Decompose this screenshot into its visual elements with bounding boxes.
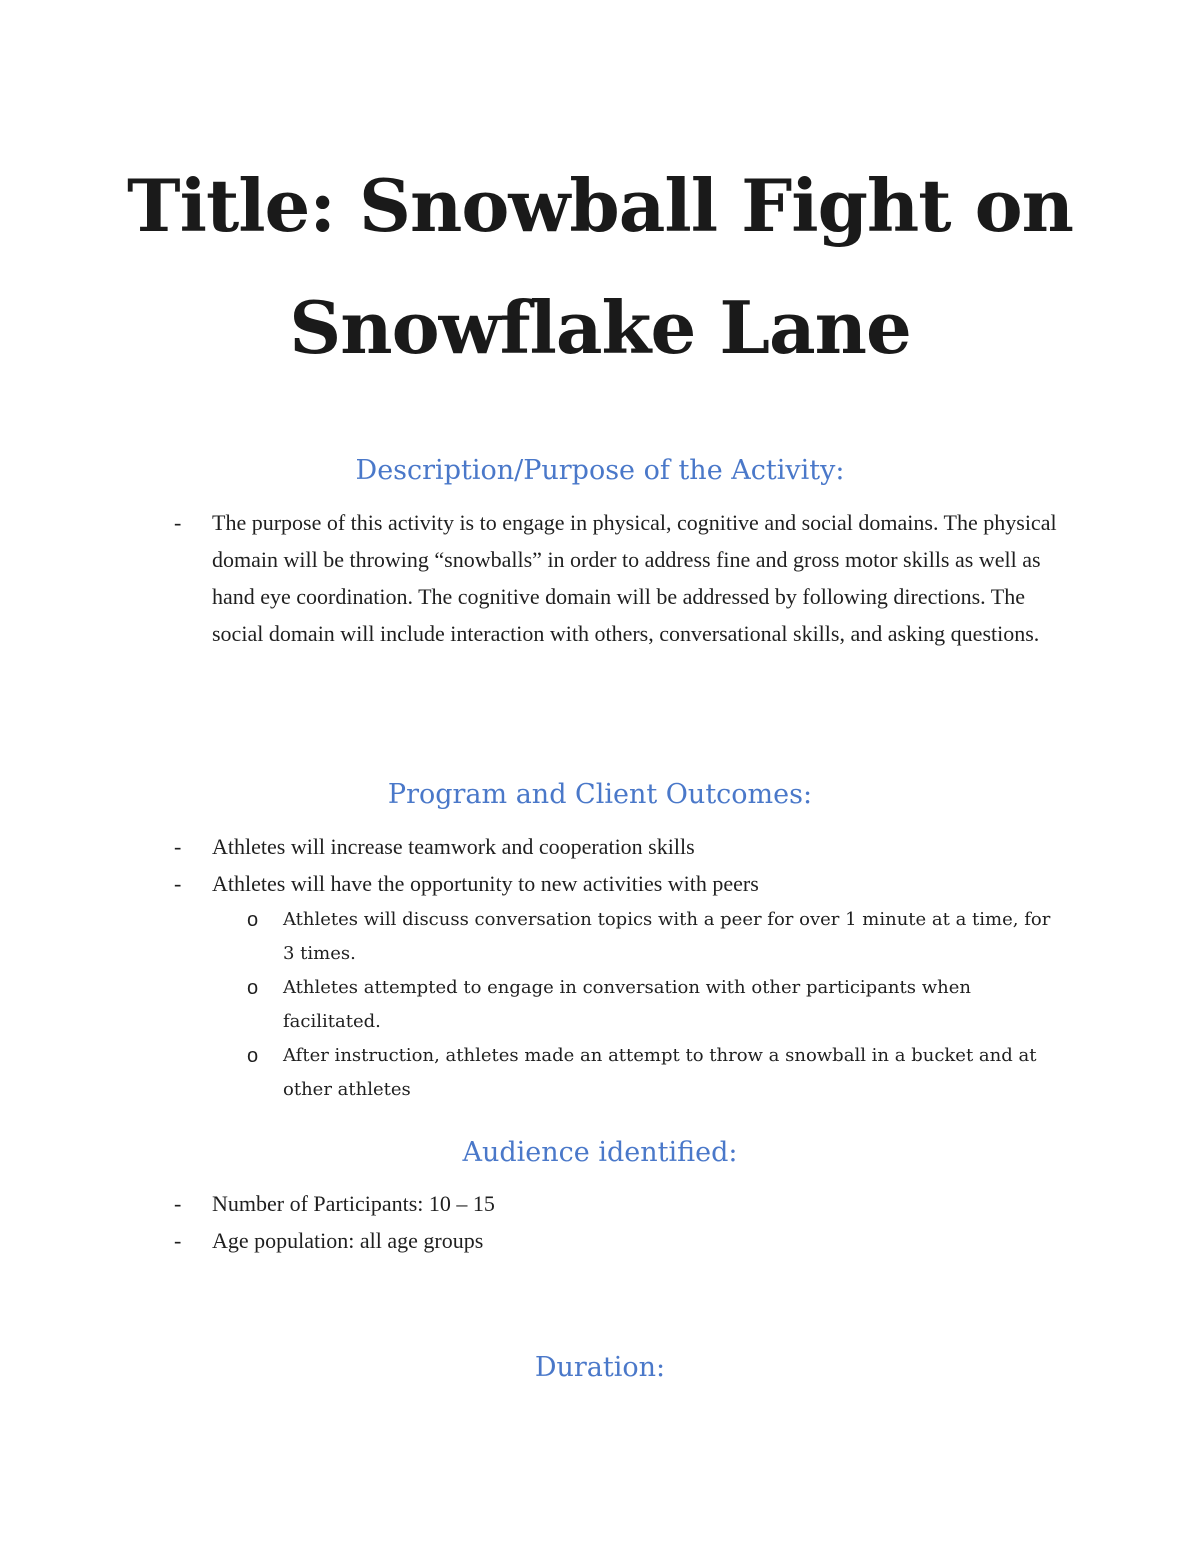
sub-outcome-text: After instruction, athletes made an attempt to throw a snowball in a bucket and at other athletes — [283, 1045, 1037, 1100]
sub-list-item — [0, 971, 1200, 1039]
outcomes-heading: Program and Client Outcomes: — [387, 779, 813, 810]
sub-list-item — [0, 903, 1200, 971]
sub-list-item — [0, 1039, 1200, 1107]
list-item — [0, 865, 1200, 902]
dash-bullet: - — [174, 1228, 182, 1253]
document-title: Title: Snowball Fight on Snowflake Lane — [127, 163, 1073, 370]
circle-bullet: o — [247, 1045, 259, 1067]
audience-heading: Audience identified: — [462, 1137, 738, 1168]
sub-outcome-text: Athletes attempted to engage in conversation with other participants when facilitated. — [283, 977, 971, 1032]
list-item — [0, 1222, 1200, 1259]
sub-outcome-text: Athletes will discuss conversation topics with a peer for over 1 minute at a time, for 3 times. — [283, 909, 1051, 964]
description-heading: Description/Purpose of the Activity: — [355, 455, 845, 486]
dash-bullet: - — [174, 510, 182, 535]
outcome-text: Athletes will increase teamwork and cooperation skills — [212, 834, 695, 859]
duration-heading: Duration: — [534, 1352, 666, 1383]
list-item — [0, 1185, 1200, 1222]
description-text: The purpose of this activity is to engage in physical, cognitive and social domains. The physical domain will be throwing “snowballs” in order to address fine and gross motor skills as well as hand eye coordination. The cognitive domain will be addressed by following directions. The social domain will include interaction with others, conversational skills, and asking questions. — [212, 510, 1057, 646]
list-item — [0, 504, 1200, 652]
outcome-text: Athletes will have the opportunity to new activities with peers — [212, 871, 759, 896]
list-item — [0, 828, 1200, 865]
audience-text: Age population: all age groups — [212, 1228, 484, 1253]
outcomes-list — [0, 828, 1200, 902]
audience-text: Number of Participants: 10 – 15 — [212, 1191, 495, 1216]
dash-bullet: - — [174, 834, 182, 859]
circle-bullet: o — [247, 909, 259, 931]
description-list — [0, 504, 1200, 652]
dash-bullet: - — [174, 871, 182, 896]
audience-list — [0, 1185, 1200, 1259]
circle-bullet: o — [247, 977, 259, 999]
dash-bullet: - — [174, 1191, 182, 1216]
outcomes-sublist — [0, 903, 1200, 1107]
